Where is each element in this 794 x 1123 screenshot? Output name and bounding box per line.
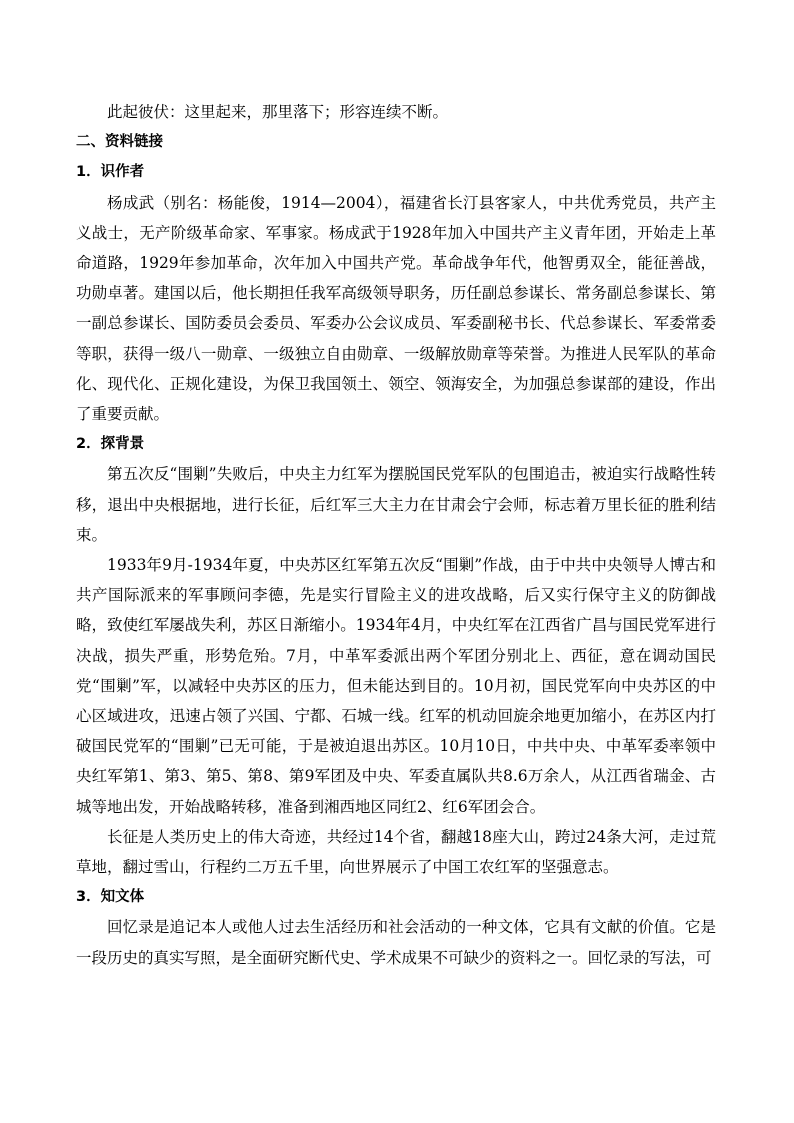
paragraph-idiom-definition: 此起彼伏：这里起来，那里落下；形容连续不断。 — [107, 103, 449, 121]
subheading-genre: 3．知文体 — [76, 889, 145, 906]
document-page — [76, 97, 716, 973]
paragraph-author-bio: 杨成武（别名：杨能俊，1914—2004），福建省长汀县客家人，中共优秀党员，共产主义战士，无产阶级革命家、军事家。杨成武于1928年加入中国共产主义青年团，开始走上革命道路，1929年参加革命，次年加入中国共产党。革命战争年代，他智勇双全，能征善战，功勋卓著。建国以后，他长期担任我军高级领导职务，历任副总参谋长、常务副总参谋长、第一副总参谋长、国防委员会委员、军委办公会议成员、军委副秘书长、代总参谋长、军委常委等职，获得一级八一勋章、一级独立自由勋章、一级解放勋章等荣誉。为推进人民军队的革命化、现代化、正规化建设，为保卫我国领土、领空、领海安全，为加强总参谋部的建设，作出了重要贡献。 — [76, 193, 716, 424]
section-heading-materials: 二、资料链接 — [76, 134, 163, 151]
paragraph-background-intro: 第五次反“围剿”失败后，中央主力红军为摆脱国民党军队的包围追击，被迫实行战略性转移，退出中央根据地，进行长征，后红军三大主力在甘肃会宁会师，标志着万里长征的胜利结束。 — [76, 465, 716, 544]
subheading-background: 2．探背景 — [76, 436, 145, 453]
subheading-author: 1．识作者 — [76, 164, 145, 181]
paragraph-background-history: 1933年9月-1934年夏，中央苏区红军第五次反“围剿”作战，由于中共中央领导人博古和共产国际派来的军事顾问李德，先是实行冒险主义的进攻战略，后又实行保守主义的防御战略，致使红军屡战失利，苏区日渐缩小。1934年4月，中央红军在江西省广昌与国民党军进行决战，损失严重，形势危殆。7月，中革军委派出两个军团分别北上、西征，意在调动国民党“围剿”军，以减轻中央苏区的压力，但未能达到目的。10月初，国民党军向中央苏区的中心区域进攻，迅速占领了兴国、宁都、石城一线。红军的机动回旋余地更加缩小，在苏区内打破国民党军的“围剿”已无可能，于是被迫退出苏区。10月10日，中共中央、中革军委率领中央红军第1、第3、第5、第8、第9军团及中央、军委直属队共8.6万余人，从江西省瑞金、古城等地出发，开始战略转移，准备到湘西地区同红2、红6军团会合。 — [76, 556, 716, 816]
paragraph-long-march-summary: 长征是人类历史上的伟大奇迹，共经过14个省，翻越18座大山，跨过24条大河，走过荒草地，翻过雪山，行程约二万五千里，向世界展示了中国工农红军的坚强意志。 — [76, 827, 716, 877]
paragraph-genre-memoir: 回忆录是追记本人或他人过去生活经历和社会活动的一种文体，它具有文献的价值。它是一段历史的真实写照，是全面研究断代史、学术成果不可缺少的资料之一。回忆录的写法，可 — [76, 918, 716, 967]
